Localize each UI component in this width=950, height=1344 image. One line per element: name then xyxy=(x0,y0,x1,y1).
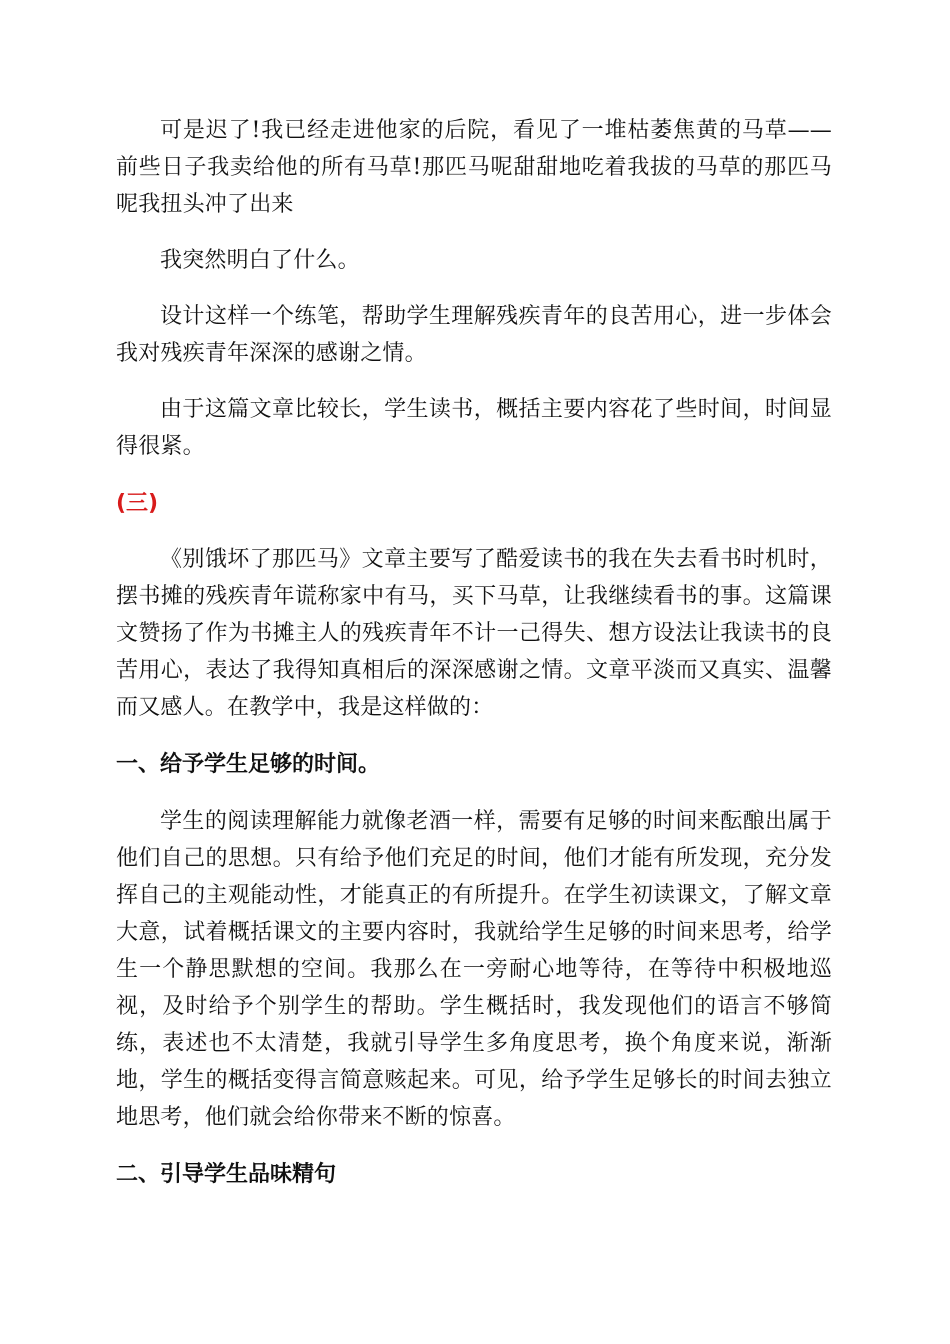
heading-enough-time: 一、给予学生足够的时间。 xyxy=(116,752,381,777)
paragraph-lesson-summary: 《别饿坏了那匹马》文章主要写了酷爱读书的我在失去看书时机时，摆书摊的残疾青年谎称家中有马，买下马草，让我继续看书的事。这篇课文赞扬了作为书摊主人的残疾青年不计一己得失、想方设法让我读书的良苦用心，表达了我得知真相后的深深感谢之情。文章平淡而又真实、温馨而又感人。在教学中，我是这样做的： xyxy=(116,547,832,720)
section-number-three: (三) xyxy=(116,491,159,516)
paragraph-reading-ability: 学生的阅读理解能力就像老酒一样，需要有足够的时间来酝酿出属于他们自己的思想。只有给予他们充足的时间，他们才能有所发现，充分发挥自己的主观能动性，才能真正的有所提升。在学生初读课文，了解文章大意，试着概括课文的主要内容时，我就给学生足够的时间来思考，给学生一个静思默想的空间。我那么在一旁耐心地等待，在等待中积极地巡视，及时给予个别学生的帮助。学生概括时，我发现他们的语言不够简练，表述也不太清楚，我就引导学生多角度思考，换个角度来说，渐渐地，学生的概括变得言简意赅起来。可见，给予学生足够长的时间去独立地思考，他们就会给你带来不断的惊喜。 xyxy=(116,809,832,1130)
document-body xyxy=(116,112,832,1193)
paragraph-realization: 我突然明白了什么。 xyxy=(160,248,360,273)
paragraph-horse-grass: 可是迟了!我已经走进他家的后院，看见了一堆枯萎焦黄的马草——前些日子我卖给他的所有马草!那匹马呢甜甜地吃着我拔的马草的那匹马呢我扭头冲了出来 xyxy=(116,118,832,217)
paragraph-time-tight: 由于这篇文章比较长，学生读书，概括主要内容花了些时间，时间显得很紧。 xyxy=(116,397,832,459)
paragraph-writing-exercise: 设计这样一个练笔，帮助学生理解残疾青年的良苦用心，进一步体会我对残疾青年深深的感谢之情。 xyxy=(116,304,832,366)
heading-savor-sentences: 二、引导学生品味精句 xyxy=(116,1162,337,1187)
